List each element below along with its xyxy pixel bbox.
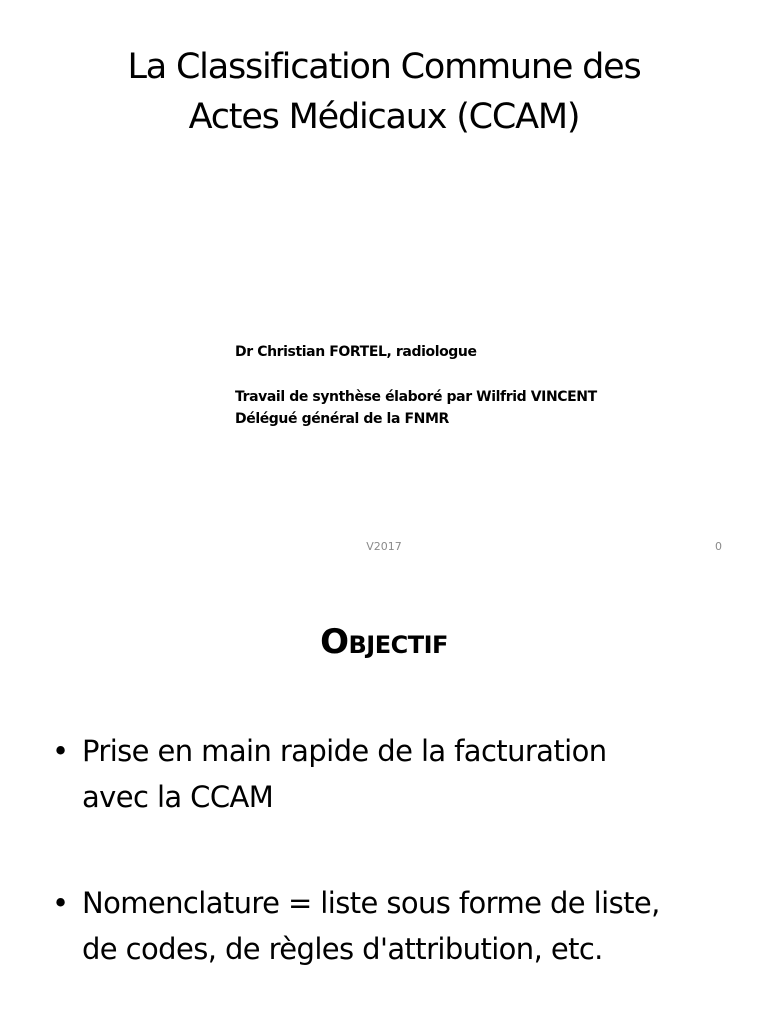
bullet-icon: • [52, 734, 69, 768]
title-line-2: Actes Médicaux (CCAM) [188, 97, 580, 137]
bullet-text [82, 728, 752, 820]
bullet-item [52, 728, 752, 820]
bullet-2-line-2: de codes, de règles d'attribution, etc. [82, 932, 603, 966]
bullet-item [52, 880, 752, 972]
footer-version: V2017 [366, 540, 402, 553]
bullet-2-line-1: Nomenclature = liste sous forme de liste, [82, 886, 660, 920]
bullet-1-line-2: avec la CCAM [82, 780, 274, 814]
slide-objectif [0, 576, 768, 1024]
bullet-list [52, 728, 752, 972]
author-block [235, 341, 655, 430]
bullet-1-line-1: Prise en main rapide de la facturation [82, 734, 607, 768]
bullet-text [82, 880, 752, 972]
slide-title-heading [24, 42, 744, 142]
credit-line-2: Délégué général de la FNMR [235, 411, 449, 427]
title-line-1: La Classification Commune des [127, 47, 641, 87]
credit-line-1: Travail de synthèse élaboré par Wilfrid VINCENT [235, 389, 597, 405]
author-gap [235, 363, 655, 386]
author-name: Dr Christian FORTEL, radiologue [235, 344, 477, 360]
bullet-icon: • [52, 886, 69, 920]
objectif-heading: Objectif [320, 622, 448, 662]
footer-page-number: 0 [715, 540, 722, 553]
